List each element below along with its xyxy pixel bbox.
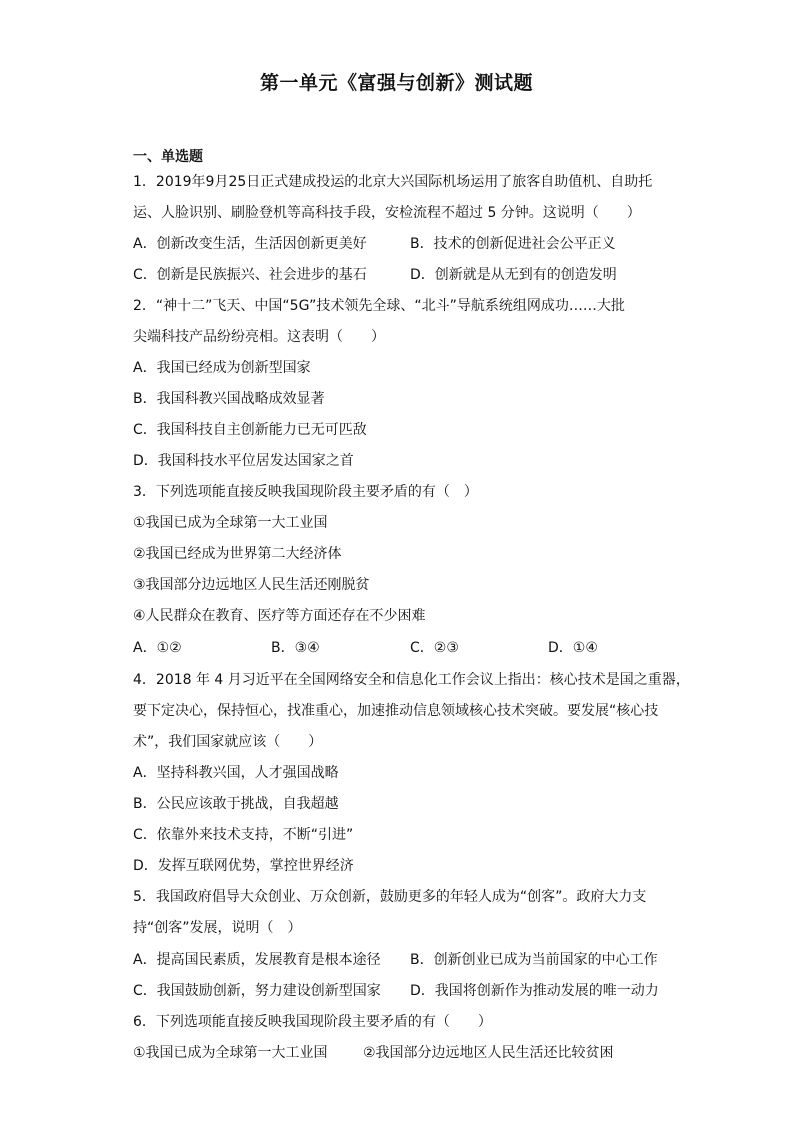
question-2-option-b: B．我国科教兴国战略成效显著: [133, 391, 325, 407]
section-heading: 一、单选题: [133, 149, 203, 165]
question-5-option-b: B．创新创业已成为当前国家的中心工作: [410, 952, 658, 968]
question-1-line-1: 1．2019年9月25日正式建成投运的北京大兴国际机场运用了旅客自助值机、自助托: [133, 174, 653, 190]
question-2-line-2: 尖端科技产品纷纷亮相。这表明（ ）: [133, 329, 385, 345]
question-5-line-2: 持“创客”发展，说明（ ）: [133, 920, 302, 936]
question-4-option-c: C．依靠外来技术支持，不断“引进”: [133, 827, 354, 843]
question-3-option-b: B．③④: [271, 640, 320, 656]
question-1-option-b: B．技术的创新促进社会公平正义: [410, 236, 616, 252]
question-4-line-2: 要下定决心，保持恒心，找准重心，加速推动信息领域核心技术突破。要发展“核心技: [133, 703, 659, 719]
question-5-option-d: D．我国将创新作为推动发展的唯一动力: [410, 983, 659, 999]
question-3-option-c: C．②③: [410, 640, 459, 656]
question-3-statement-3: ③我国部分边远地区人民生活还刚脱贫: [133, 577, 370, 593]
question-6-statement-2: ②我国部分边远地区人民生活还比较贫困: [363, 1045, 614, 1061]
question-1-option-a: A．创新改变生活，生活因创新更美好: [133, 236, 367, 252]
question-1-option-d: D．创新就是从无到有的创造发明: [410, 267, 617, 283]
question-1-line-2: 运、人脸识别、刷脸登机等高科技手段，安检流程不超过 5 分钟。这说明（ ）: [133, 205, 641, 221]
question-4-line-1: 4．2018 年 4 月习近平在全国网络安全和信息化工作会议上指出：核心技术是国之重器，: [133, 672, 690, 688]
question-5-line-1: 5．我国政府倡导大众创业、万众创新，鼓励更多的年轻人成为“创客”。政府大力支: [133, 889, 647, 905]
question-6-line-1: 6．下列选项能直接反映我国现阶段主要矛盾的有（ ）: [133, 1014, 492, 1030]
question-2-option-c: C．我国科技自主创新能力已无可匹敌: [133, 422, 367, 438]
question-3-option-d: D．①④: [548, 640, 598, 656]
question-2-line-1: 2．“神十二”飞天、中国“5G”技术领先全球、“北斗”导航系统组网成功……大批: [133, 298, 625, 314]
question-5-option-a: A．提高国民素质，发展教育是根本途径: [133, 952, 381, 968]
question-3-statement-1: ①我国已成为全球第一大工业国: [133, 515, 328, 531]
question-2-option-d: D．我国科技水平位居发达国家之首: [133, 453, 354, 469]
question-4-option-d: D．发挥互联网优势，掌控世界经济: [133, 858, 354, 874]
question-3-statement-4: ④人民群众在教育、医疗等方面还存在不少困难: [133, 608, 426, 624]
question-3-statement-2: ②我国已经成为世界第二大经济体: [133, 546, 342, 562]
question-4-option-b: B．公民应该敢于挑战，自我超越: [133, 796, 339, 812]
question-6-statement-1: ①我国已成为全球第一大工业国: [133, 1045, 328, 1061]
question-5-option-c: C．我国鼓励创新，努力建设创新型国家: [133, 983, 381, 999]
question-4-line-3: 术”，我们国家就应该（ ）: [133, 734, 323, 750]
question-1-option-c: C．创新是民族振兴、社会进步的基石: [133, 267, 367, 283]
question-2-option-a: A．我国已经成为创新型国家: [133, 360, 311, 376]
question-3-line-1: 3．下列选项能直接反映我国现阶段主要矛盾的有（ ）: [133, 484, 478, 500]
page-title: 第一单元《富强与创新》测试题: [259, 72, 533, 94]
question-4-option-a: A．坚持科教兴国，人才强国战略: [133, 765, 339, 781]
question-3-option-a: A．①②: [133, 640, 182, 656]
